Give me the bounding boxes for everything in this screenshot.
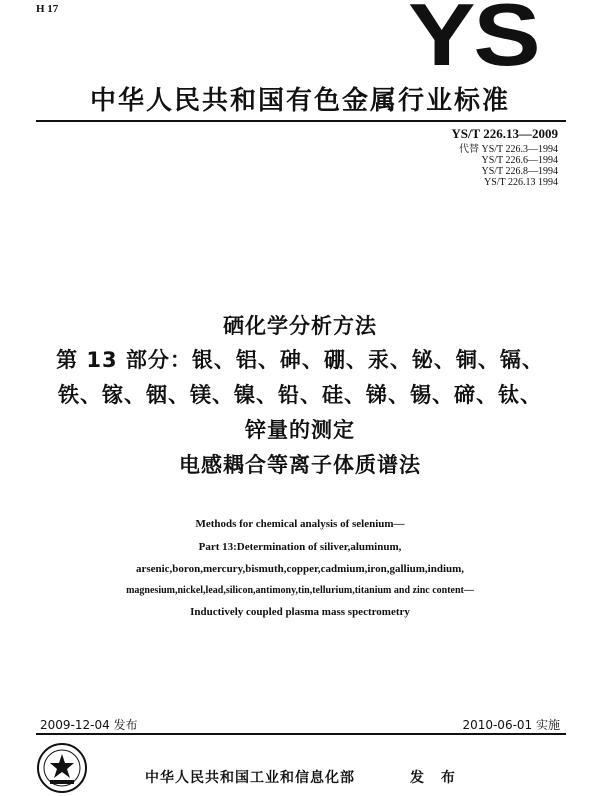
replaces-line-3: YS/T 226.8—1994 — [481, 166, 558, 177]
en-title-line-4: magnesium,nickel,lead,silicon,antimony,tin,tellurium,titanium and zinc content— — [126, 585, 474, 596]
issuing-authority: 中华人民共和国工业和信息化部 — [145, 770, 355, 786]
cn-title-line-2: 第 13 部分：银、铝、砷、硼、汞、铋、铜、镉、 — [56, 348, 544, 372]
cn-title-line-1: 硒化学分析方法 — [223, 314, 377, 338]
replaces-line-1: 代替 YS/T 226.3—1994 — [459, 144, 558, 155]
replaces-line-4: YS/T 226.13 1994 — [484, 177, 558, 188]
ys-logo: YS — [407, 0, 538, 66]
cn-title-line-5: 电感耦合等离子体质谱法 — [179, 453, 421, 477]
state-emblem-icon — [36, 742, 88, 794]
en-title-line-5: Inductively coupled plasma mass spectrometry — [190, 606, 410, 618]
en-title-line-2: Part 13:Determination of siliver,aluminum, — [198, 541, 402, 553]
issue-date: 2009-12-04 发布 — [40, 718, 138, 732]
footer-rule — [36, 733, 566, 735]
replaces-label: 代替 — [459, 144, 479, 155]
cn-title-line-3: 铁、镓、铟、镁、镍、铅、硅、锑、锡、碲、钛、 — [58, 383, 542, 407]
en-title-line-3: arsenic,boron,mercury,bismuth,copper,cadmium,iron,gallium,indium, — [135, 563, 465, 575]
issue-word: 发 布 — [410, 770, 461, 786]
replaces-block — [459, 144, 558, 188]
implementation-date: 2010-06-01 实施 — [462, 718, 560, 732]
cn-title-line-4: 锌量的测定 — [245, 418, 355, 442]
industry-standard-title: 中华人民共和国有色金属行业标准 — [89, 86, 510, 116]
standard-number: YS/T 226.13—2009 — [451, 126, 558, 141]
header-rule — [36, 120, 566, 122]
ics-code: H 17 — [36, 3, 59, 15]
en-title-line-1: Methods for chemical analysis of selenium— — [195, 518, 405, 530]
replaces-line-2: YS/T 226.6—1994 — [481, 155, 558, 166]
